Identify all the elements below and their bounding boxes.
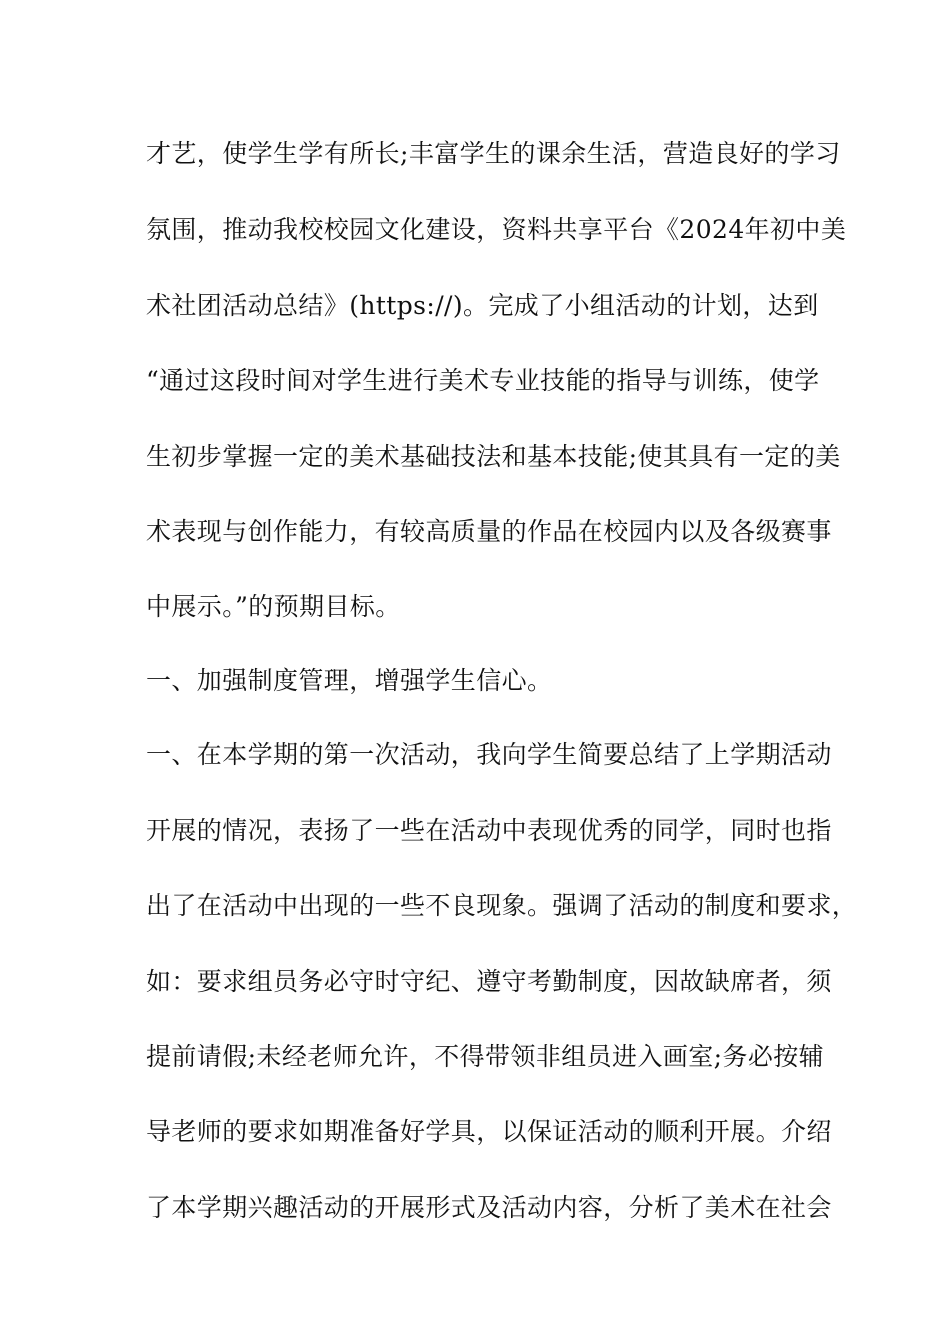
text-line-1: 才艺，使学生学有所长;丰富学生的课余生活，营造良好的学习 — [146, 139, 841, 168]
text-line-11: 出了在活动中出现的一些不良现象。强调了活动的制度和要求， — [146, 891, 858, 920]
section-heading: 一、加强制度管理，增强学生信心。 — [146, 666, 553, 695]
text-line-5: 生初步掌握一定的美术基础技法和基本技能;使其具有一定的美 — [146, 442, 841, 471]
text-line-7: 中展示。”的预期目标。 — [146, 592, 401, 621]
text-line-14: 导老师的要求如期准备好学具，以保证活动的顺利开展。介绍 — [146, 1117, 832, 1146]
text-line-2: 氛围，推动我校校园文化建设，资料共享平台《2024年初中美 — [146, 215, 847, 244]
text-line-3: 术社团活动总结》(https://)。完成了小组活动的计划，达到 — [146, 291, 819, 320]
text-line-10: 开展的情况，表扬了一些在活动中表现优秀的同学，同时也指 — [146, 816, 832, 845]
text-line-4: “通过这段时间对学生进行美术专业技能的指导与训练，使学 — [146, 366, 820, 395]
text-line-9: 一、在本学期的第一次活动，我向学生简要总结了上学期活动 — [146, 740, 832, 769]
text-line-15: 了本学期兴趣活动的开展形式及活动内容，分析了美术在社会 — [146, 1193, 832, 1222]
text-line-6: 术表现与创作能力，有较高质量的作品在校园内以及各级赛事 — [146, 517, 832, 546]
text-line-12: 如：要求组员务必守时守纪、遵守考勤制度，因故缺席者，须 — [146, 967, 832, 996]
text-line-13: 提前请假;未经老师允许，不得带领非组员进入画室;务必按辅 — [146, 1042, 825, 1071]
